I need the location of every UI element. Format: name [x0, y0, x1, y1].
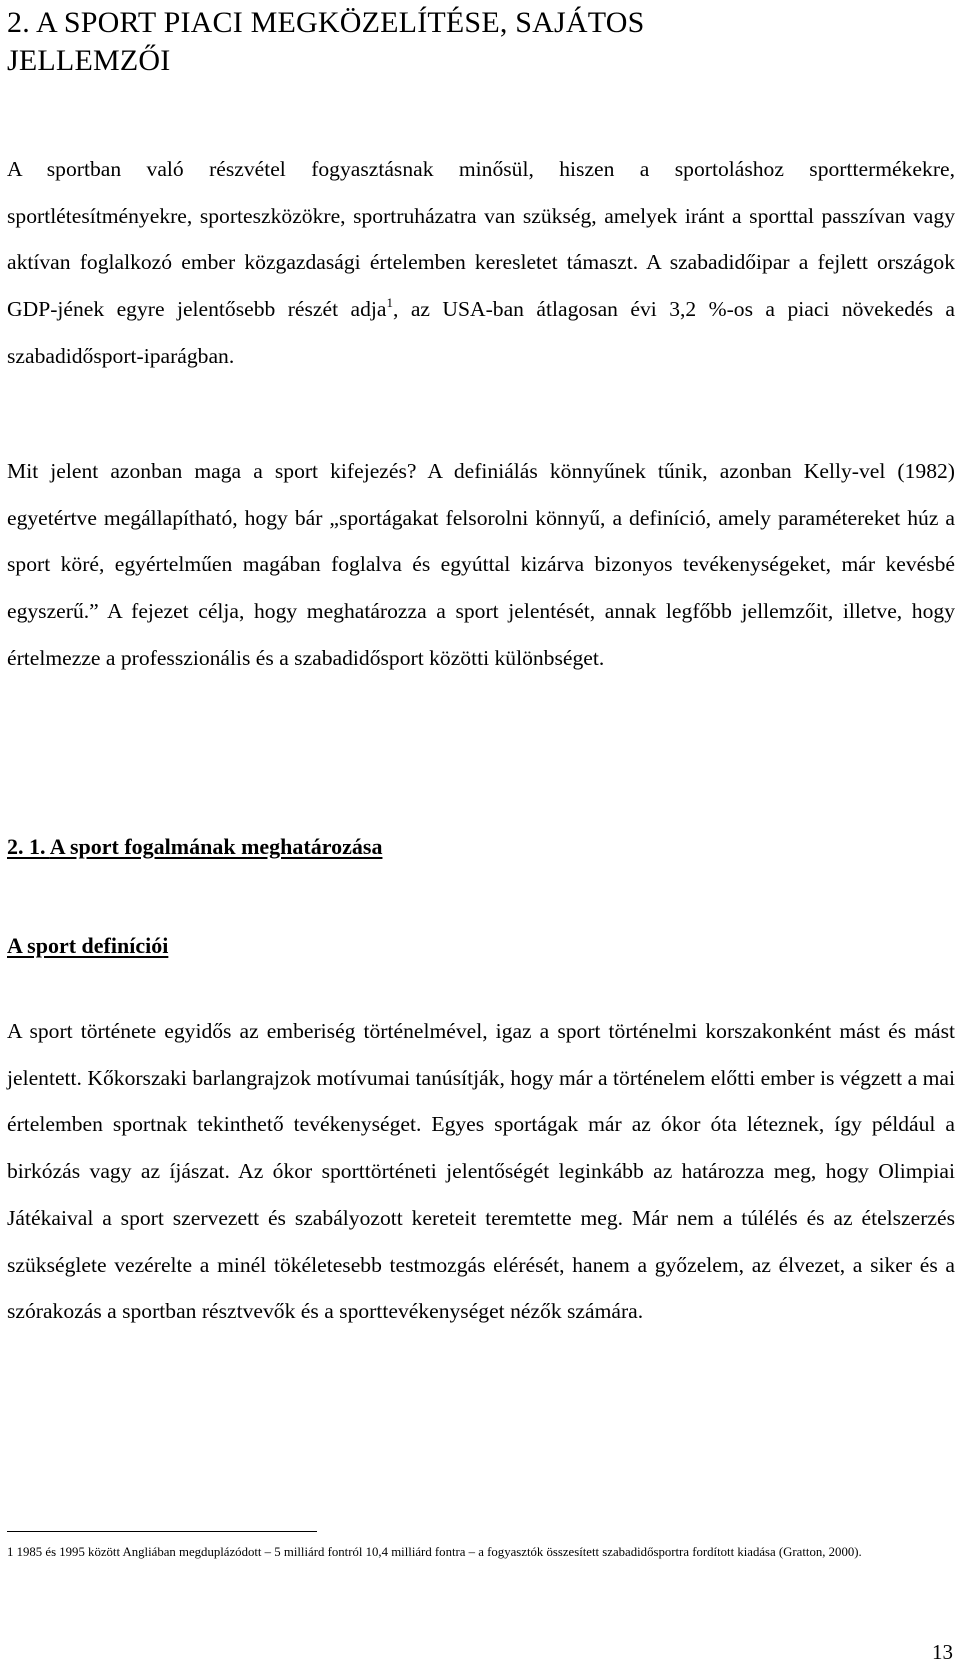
intro-paragraph-1-part2: , az USA-ban átlagosan évi 3,2 %-os a piaci növekedés a szabadidősport-iparágban. — [7, 297, 955, 368]
section-number: 2. 1. — [7, 834, 46, 859]
intro-paragraph-1-part1: A sportban való részvétel fogyasztásnak minősül, hiszen a sportoláshoz sporttermékekre, sportlétesítményekre, sporteszközökre, sportruházatra van szükség, amelyek iránt a sporttal passzívan vagy aktívan foglalkozó ember közgazdasági értelemben keresletet támaszt. A szabadidőipar a fejlett országok GDP-jének egyre jelentősebb részét adja — [7, 157, 955, 322]
chapter-title-line2: JELLEMZŐI — [7, 44, 171, 77]
chapter-title-line1: 2. A SPORT PIACI MEGKÖZELÍTÉSE, SAJÁTOS — [7, 6, 645, 39]
section-heading — [7, 832, 382, 862]
subsection-heading: A sport definíciói — [7, 933, 169, 958]
footnote: 1 1985 és 1995 között Angliában megduplázódott – 5 milliárd fontról 10,4 milliárd fontra – a fogyasztók összesített szabadidősportra fordított kiadása (Gratton, 2000). — [7, 1545, 862, 1559]
intro-paragraph-2: Mit jelent azonban maga a sport kifejezés? A definiálás könnyűnek tűnik, azonban Kelly-vel (1982) egyetértve megállapítható, hogy bár „sportágakat felsorolni könnyű, a definíció, amely paramétereket húz a sport köré, egyértelműen magában foglalva és egyúttal kizárva bizonyos tevékenységeket, már kevésbé egyszerű.” A fejezet célja, hogy meghatározza a sport jelentését, annak legfőbb jellemzőit, illetve, hogy értelmezze a professzionális és a szabadidősport közötti különbséget. — [7, 459, 955, 670]
section-title: A sport fogalmának meghatározása — [49, 834, 383, 859]
definitions-paragraph: A sport története egyidős az emberiség történelmével, igaz a sport történelmi korszakonként mást és mást jelentett. Kőkorszaki barlangrajzok motívumai tanúsítják, hogy már a történelem előtti ember is végzett a mai értelemben sportnak tekinthető tevékenységet. Egyes sportágak már az ókor óta léteznek, így például a birkózás vagy az íjászat. Az ókor sporttörténeti jelentőségét leginkább az határozza meg, hogy Olimpiai Játékaival a sport szervezett és szabályozott kereteit teremtette meg. Már nem a túlélés és az ételszerzés szükséglete vezérelte a minél tökéletesebb testmozgás elérését, hanem a győzelem, az élvezet, a siker és a szórakozás a sportban résztvevők és a sporttevékenységet nézők számára. — [7, 1019, 955, 1324]
page-number: 13 — [932, 1640, 953, 1664]
intro-paragraph-1 — [7, 146, 955, 380]
footnote-reference: 1 — [386, 295, 393, 311]
footnote-separator — [7, 1531, 317, 1532]
chapter-title — [7, 4, 907, 80]
